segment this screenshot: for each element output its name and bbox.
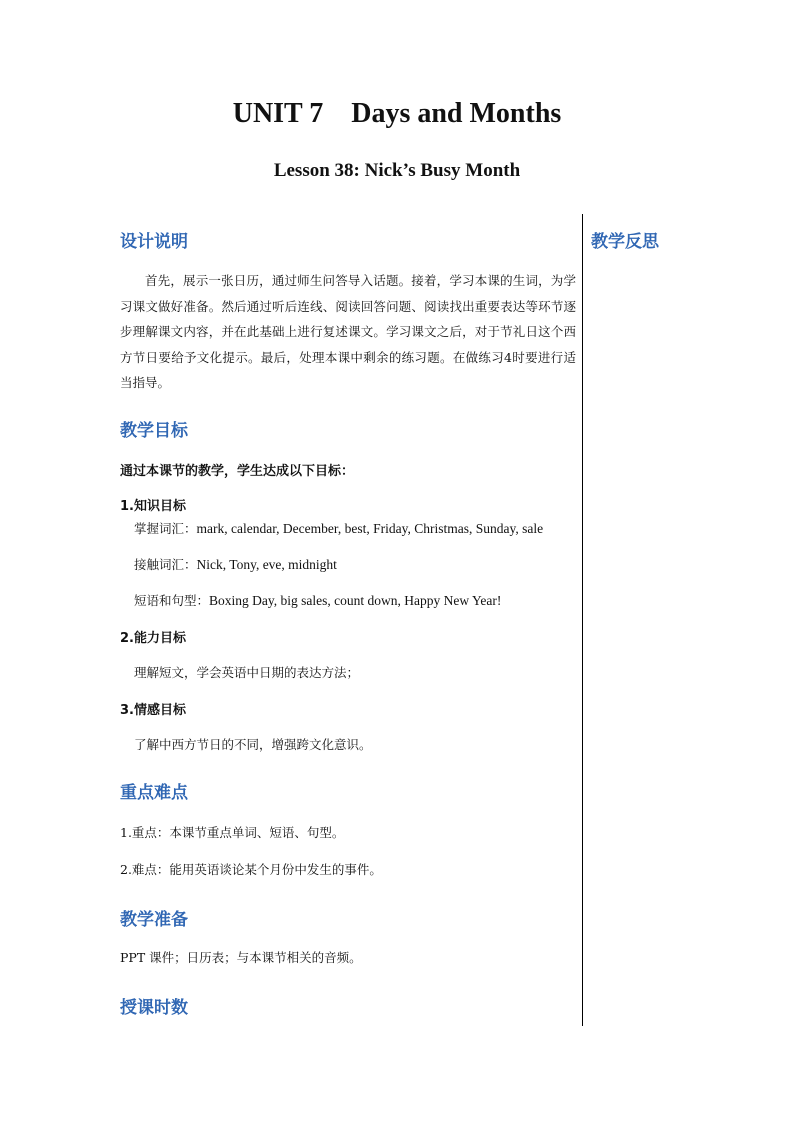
lesson-subtitle: Lesson 38: Nick’s Busy Month [273, 160, 521, 181]
ability-goal-text: 理解短文，学会英语中日期的表达方法； [134, 665, 360, 680]
phrase-label: 短语和句型： [134, 593, 210, 608]
master-vocab-line [134, 519, 543, 537]
key-point-text: 1.重点：本课节重点单词、短语、句型。 [120, 825, 345, 840]
knowledge-goal-title: 1.知识目标 [120, 499, 186, 514]
goals-intro: 通过本课节的教学，学生达成以下目标： [120, 464, 355, 479]
contact-vocab-words: Nick, Tony, eve, midnight [196, 557, 337, 572]
ability-goal-title: 2.能力目标 [120, 631, 186, 646]
contact-vocab-label: 接触词汇： [134, 557, 197, 572]
emotion-goal-title: 3.情感目标 [120, 703, 186, 718]
phrase-words: Boxing Day, big sales, count down, Happy New Year! [209, 593, 502, 608]
difficult-point-text: 2.难点：能用英语谈论某个月份中发生的事件。 [120, 862, 382, 877]
prep-text: PPT 课件；日历表；与本课节相关的音频。 [120, 950, 362, 965]
column-divider [582, 214, 583, 1026]
contact-vocab-line [134, 555, 337, 573]
unit-title: UNIT 7 Days and Months [232, 98, 562, 129]
master-vocab-label: 掌握词汇： [134, 521, 197, 536]
design-heading: 设计说明 [120, 232, 188, 252]
hours-heading: 授课时数 [120, 998, 188, 1018]
goals-heading: 教学目标 [120, 421, 188, 441]
design-paragraph: 首先，展示一张日历，通过师生问答导入话题。接着，学习本课的生词，为学习课文做好准备。然后通过听后连线、阅读回答问题、阅读找出重要表达等环节逐步理解课文内容，并在此基础上进行复述课文。学习课文之后，对于节礼日这个西方节日要给予文化提示。最后，处理本课中剩余的练习题。在做练习4时要进行适当指导。 [120, 273, 576, 390]
reflection-heading: 教学反思 [591, 232, 659, 252]
phrase-line [134, 591, 501, 609]
key-points-heading: 重点难点 [120, 783, 188, 803]
master-vocab-words: mark, calendar, December, best, Friday, Christmas, Sunday, sale [196, 521, 544, 536]
emotion-goal-text: 了解中西方节日的不同，增强跨文化意识。 [134, 737, 372, 752]
prep-heading: 教学准备 [120, 910, 188, 930]
